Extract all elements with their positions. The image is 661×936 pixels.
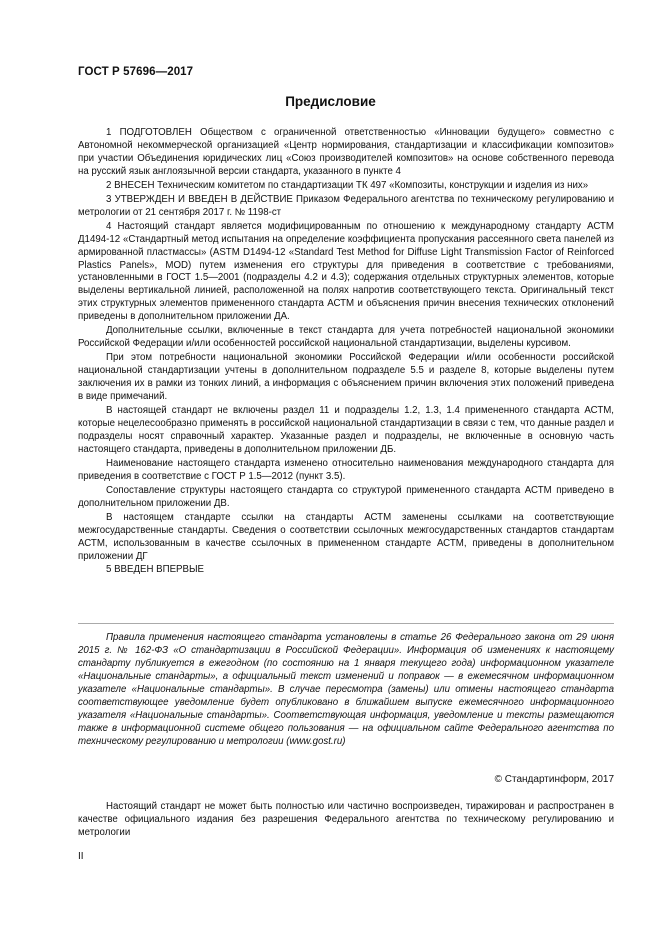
page-title: Предисловие <box>285 94 376 109</box>
standard-notice <box>78 632 614 749</box>
paragraph-7: В настоящей стандарт не включены раздел 11 и подразделы 1.2, 1.3, 1.4 примененного стандарта АСТМ, которые нецелесообразно применять в российской национальной стандартизации в связи с тем, что данные раздел и подразделы носят справочный характер. Указанные раздел и подразделы, не включенные в основную часть настоящего стандарта, приведены в дополнительном приложении ДБ. <box>78 405 614 455</box>
paragraph-6: При этом потребности национальной экономики Российской Федерации и/или особенности российской национальной стандартизации учтены в дополнительном подразделе 5.5 и разделе 8, которые выделены путем заключения их в рамки из тонких линий, а информация с объяснением причин включения этих положений приведена в виде примечаний. <box>78 352 614 403</box>
reproduction-text: Настоящий стандарт не может быть полностью или частично воспроизведен, тиражирован и распространен в качестве официального издания без разрешения Федерального агентства по техническому регулированию и метрологии <box>78 801 614 838</box>
paragraph-11: 5 ВВЕДЕН ВПЕРВЫЕ <box>106 564 205 576</box>
paragraph-5: Дополнительные ссылки, включенные в текст стандарта для учета потребностей национальной экономики Российской Федерации и/или особенностей российской национальной стандартизации, выделены курсивом. <box>78 325 614 350</box>
notice-text: Правила применения настоящего стандарта установлены в статье 26 Федерального закона от 29 июня 2015 г. № 162-ФЗ «О стандартизации в Российской Федерации». Информация об изменениях к настоящему стандарту публикуется в ежегодном (по состоянию на 1 января текущего года) информационном указателе «Национальные стандарты», а официальный текст изменений и поправок — в ежемесячном информационном указателе «Национальные стандарты». В случае пересмотра (замены) или отмены настоящего стандарта соответствующее уведомление будет опубликовано в ближайшем выпуске ежемесячного информационного указателя «Национальные стандарты». Соответствующая информация, уведомление и тексты размещаются также в информационной системе общего пользования — на официальном сайте Федерального агентства по техническому регулированию и метрологии (www.gost.ru) <box>78 632 614 747</box>
reproduction-notice <box>78 801 614 840</box>
paragraph-9: Сопоставление структуры настоящего стандарта со структурой примененного стандарта АСТМ приведено в дополнительном приложении ДВ. <box>78 484 614 509</box>
paragraph-2: 2 ВНЕСЕН Техническим комитетом по стандартизации ТК 497 «Композиты, конструкции и изделия из них» <box>106 179 589 191</box>
paragraph-4: 4 Настоящий стандарт является модифицированным по отношению к международному стандарту АСТМ Д1494-12 «Стандартный метод испытания на определение коэффициента пропускания рассеянного света панелей из армированной пластмассы» (ASTM D1494-12 «Standard Test Method for Diffuse Light Transmission Factor of Reinforced Plastics Panels», MOD) путем изменения его структуры для приведения в соответствие с требованиями, установленными в ГОСТ 1.5—2001 (подразделы 4.2 и 4.3); содержания отдельных структурных элементов, которые выделены вертикальной линией, расположенной на полях напротив соответствующего текста. Оригинальный текст этих структурных элементов примененного стандарта АСТМ и объяснения причин внесения технических отклонений приведены в дополнительном приложении ДА. <box>78 220 614 323</box>
copyright: © Стандартинформ, 2017 <box>494 774 614 785</box>
paragraph-10: В настоящем стандарте ссылки на стандарты АСТМ заменены ссылками на соответствующие межгосударственные стандарты. Сведения о соответствии ссылочных межгосударственных стандартов стандартам АСТМ, использованным в качестве ссылочных в примененном стандарте АСТМ, приведены в дополнительном приложении ДГ <box>78 511 614 562</box>
paragraph-8: Наименование настоящего стандарта изменено относительно наименования международного стандарта для приведения в соответствие с ГОСТ Р 1.5—2012 (пункт 3.5). <box>78 457 614 482</box>
document-id: ГОСТ Р 57696—2017 <box>78 66 194 78</box>
page-number: II <box>78 851 84 862</box>
paragraph-3: 3 УТВЕРЖДЕН И ВВЕДЕН В ДЕЙСТВИЕ Приказом Федерального агентства по техническому регулированию и метрологии от 21 сентября 2017 г. № 1198-ст <box>78 193 614 218</box>
section-divider <box>78 623 614 624</box>
paragraph-1: 1 ПОДГОТОВЛЕН Обществом с ограниченной ответственностью «Инновации будущего» совместно с Автономной некоммерческой организацией «Центр нормирования, стандартизации и классификации композитов» при участии Объединения юридических лиц «Союз производителей композитов» на основе собственного перевода на русский язык англоязычной версии стандарта, указанного в пункте 4 <box>78 127 614 177</box>
foreword-body <box>78 127 614 578</box>
